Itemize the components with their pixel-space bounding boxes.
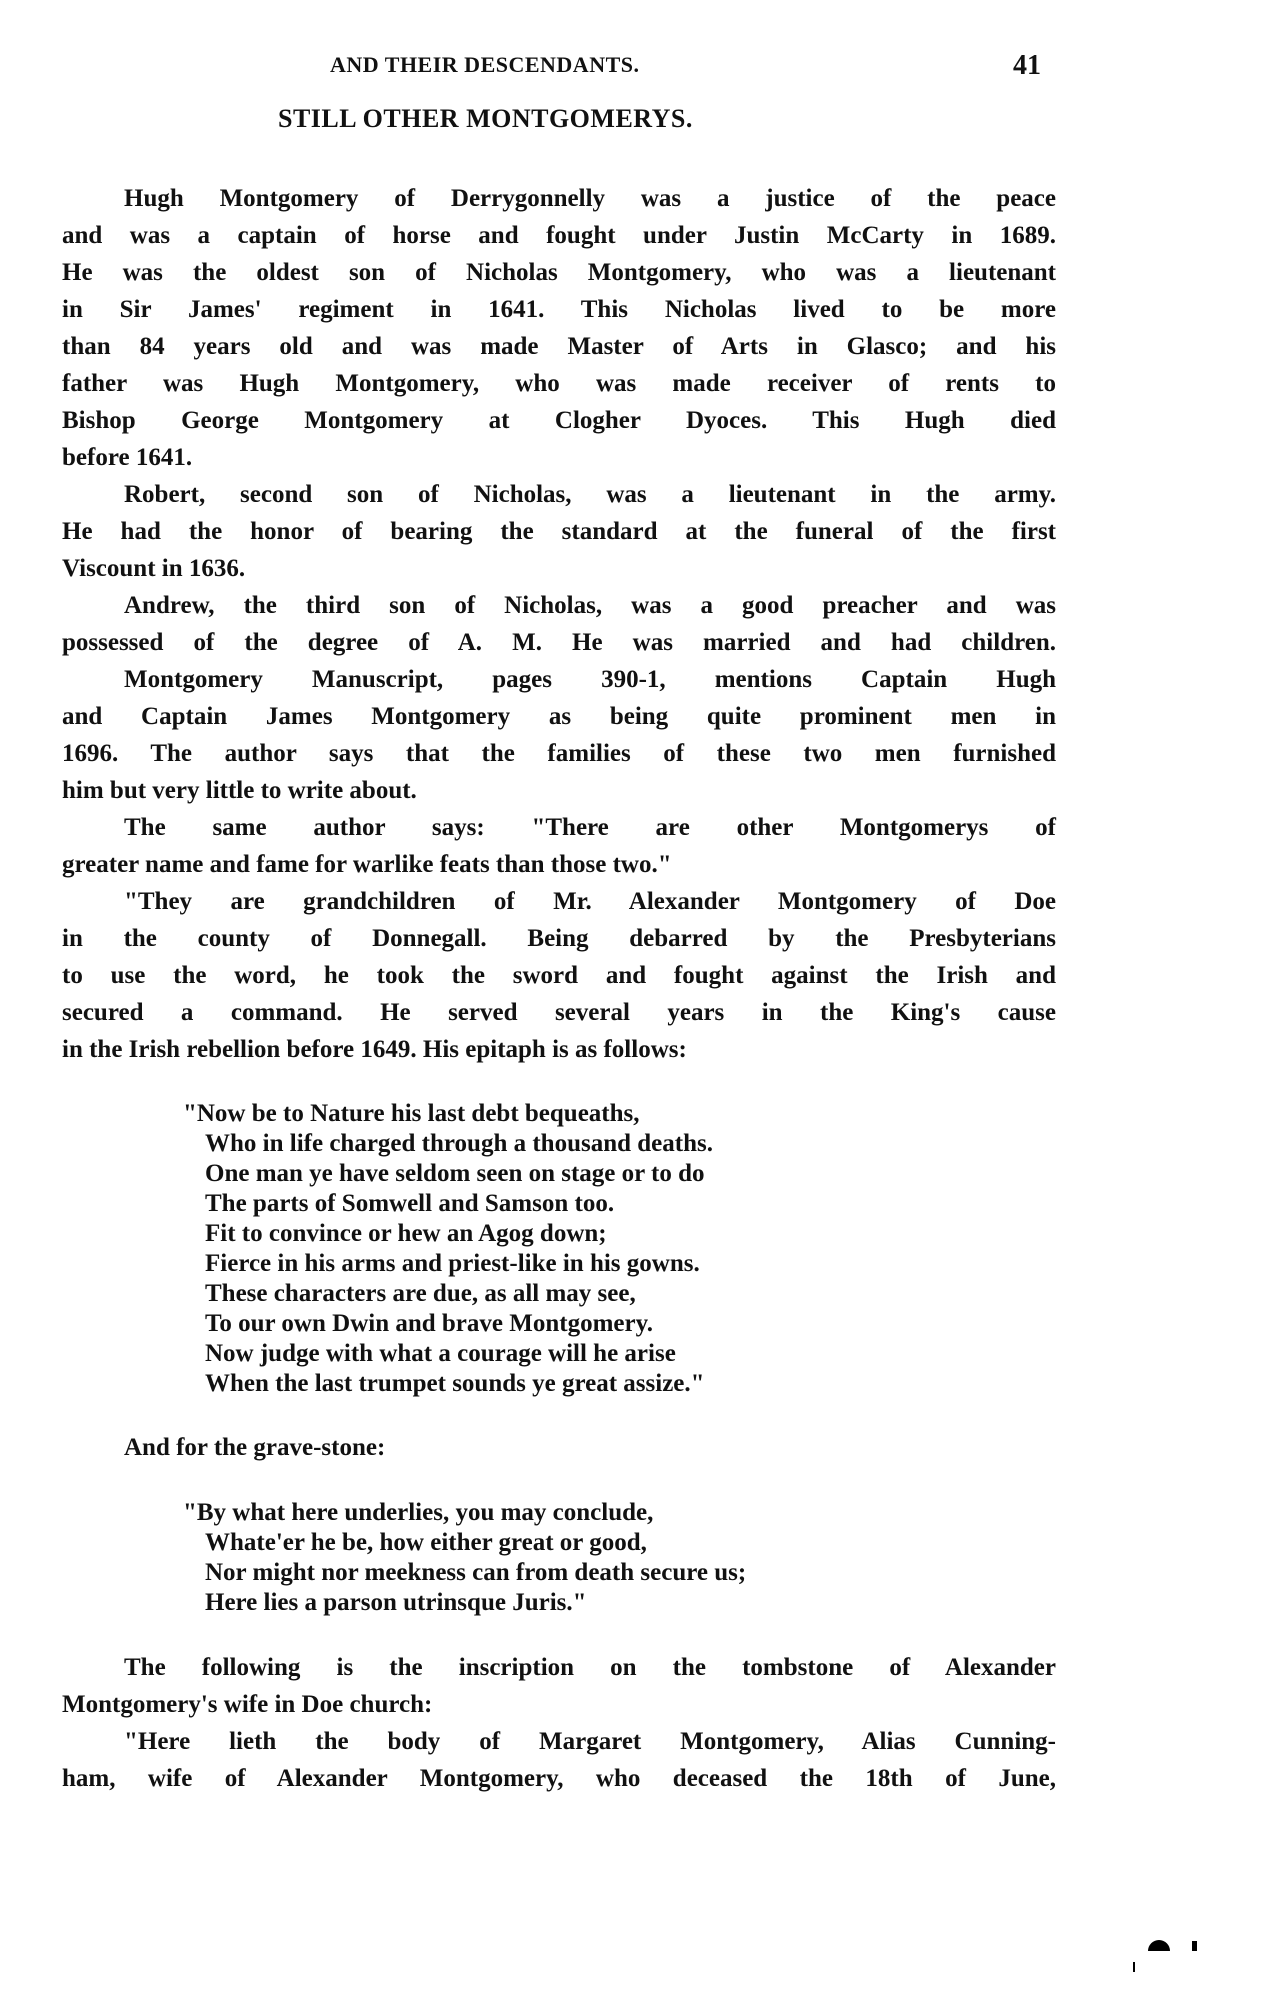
text-line: And for the grave-stone:	[124, 1434, 386, 1461]
verse-line: "By what here underlies, you may conclude,	[183, 1499, 654, 1526]
verse-line: To our own Dwin and brave Montgomery.	[205, 1310, 653, 1337]
text-line: Robert, second son of Nicholas, was a lieutenant in the army.	[124, 481, 1056, 508]
verse-line: "Now be to Nature his last debt bequeaths,	[183, 1100, 640, 1127]
verse-line: When the last trumpet sounds ye great assize."	[205, 1370, 705, 1397]
scan-artifact	[1192, 1941, 1197, 1951]
text-line: Hugh Montgomery of Derrygonnelly was a justice of the peace	[124, 185, 1056, 212]
text-line: than 84 years old and was made Master of Arts in Glasco; and his	[62, 333, 1056, 360]
text-line: The following is the inscription on the tombstone of Alexander	[124, 1654, 1056, 1681]
page-number: 41	[1013, 50, 1041, 81]
text-line: "Here lieth the body of Margaret Montgomery, Alias Cunning-	[124, 1728, 1056, 1755]
text-line: Montgomery's wife in Doe church:	[62, 1691, 433, 1718]
text-line: He was the oldest son of Nicholas Montgomery, who was a lieutenant	[62, 259, 1056, 286]
text-line: in Sir James' regiment in 1641. This Nicholas lived to be more	[62, 296, 1056, 323]
text-line: Andrew, the third son of Nicholas, was a good preacher and was	[124, 592, 1056, 619]
verse-line: Nor might nor meekness can from death secure us;	[205, 1559, 747, 1586]
text-line: Montgomery Manuscript, pages 390-1, mentions Captain Hugh	[124, 666, 1056, 693]
text-line: to use the word, he took the sword and fought against the Irish and	[62, 962, 1056, 989]
text-line: in the Irish rebellion before 1649. His epitaph is as follows:	[62, 1036, 687, 1063]
text-line: greater name and fame for warlike feats than those two."	[62, 851, 672, 878]
verse-line: Now judge with what a courage will he arise	[205, 1340, 676, 1367]
text-line: father was Hugh Montgomery, who was made receiver of rents to	[62, 370, 1056, 397]
verse-line: These characters are due, as all may see,	[205, 1280, 636, 1307]
verse-line: Fit to convince or hew an Agog down;	[205, 1220, 607, 1247]
text-line: him but very little to write about.	[62, 777, 417, 804]
verse-line: Whate'er he be, how either great or good,	[205, 1529, 647, 1556]
section-title: STILL OTHER MONTGOMERYS.	[278, 104, 693, 133]
text-line: possessed of the degree of A. M. He was married and had children.	[62, 629, 1056, 656]
text-line: The same author says: "There are other Montgomerys of	[124, 814, 1056, 841]
verse-line: Fierce in his arms and priest-like in his gowns.	[205, 1250, 700, 1277]
text-line: Viscount in 1636.	[62, 555, 246, 582]
text-line: before 1641.	[62, 444, 193, 471]
text-line: He had the honor of bearing the standard at the funeral of the first	[62, 518, 1056, 545]
scan-artifact	[1133, 1962, 1135, 1972]
text-line: in the county of Donnegall. Being debarred by the Presbyterians	[62, 925, 1056, 952]
verse-line: Who in life charged through a thousand deaths.	[205, 1130, 713, 1157]
text-line: "They are grandchildren of Mr. Alexander Montgomery of Doe	[124, 888, 1056, 915]
text-line: and Captain James Montgomery as being quite prominent men in	[62, 703, 1056, 730]
text-line: secured a command. He served several years in the King's cause	[62, 999, 1056, 1026]
text-line: and was a captain of horse and fought under Justin McCarty in 1689.	[62, 222, 1056, 249]
verse-line: One man ye have seldom seen on stage or to do	[205, 1160, 705, 1187]
text-line: Bishop George Montgomery at Clogher Dyoces. This Hugh died	[62, 407, 1056, 434]
scan-artifact	[1148, 1940, 1170, 1951]
text-line: ham, wife of Alexander Montgomery, who deceased the 18th of June,	[62, 1765, 1056, 1792]
text-line: 1696. The author says that the families of these two men furnished	[62, 740, 1056, 767]
running-head: AND THEIR DESCENDANTS.	[330, 52, 640, 77]
verse-line: The parts of Somwell and Samson too.	[205, 1190, 615, 1217]
verse-line: Here lies a parson utrinsque Juris."	[205, 1589, 587, 1616]
